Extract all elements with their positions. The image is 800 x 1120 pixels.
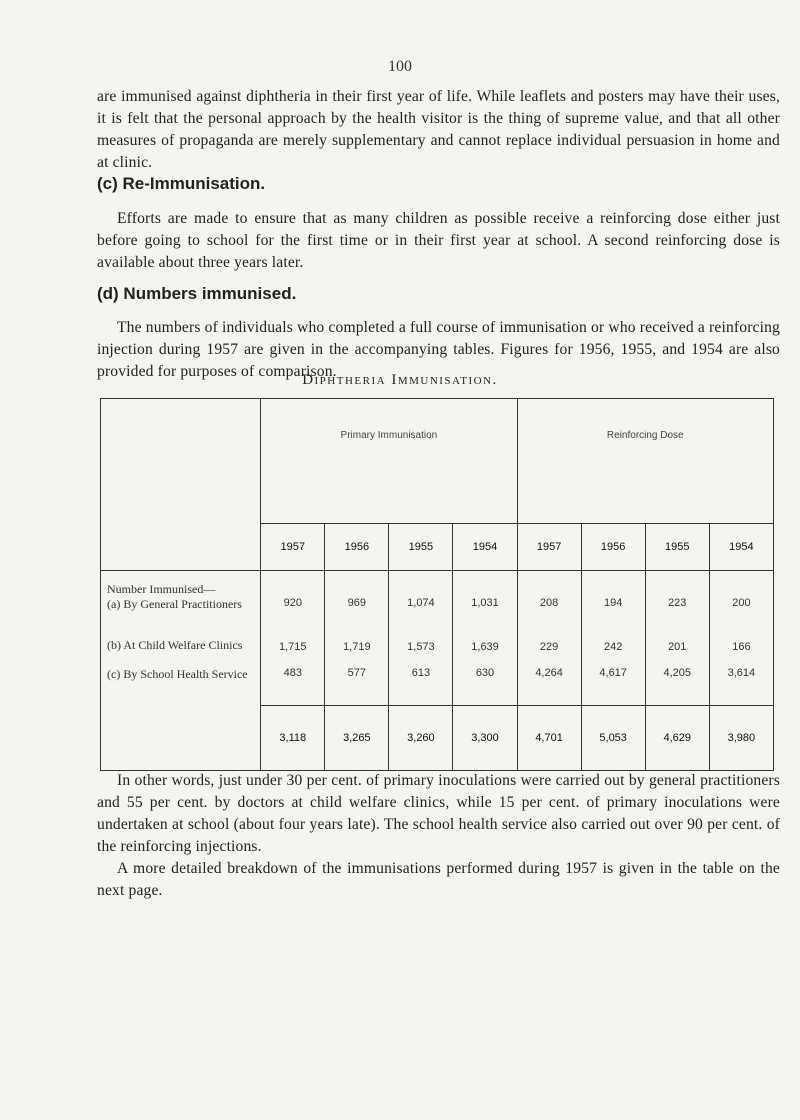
group-header-reinforcing: Reinforcing Dose [606,430,684,441]
total-cell: 3,265 [325,705,389,770]
next-page-note: A more detailed breakdown of the immunisations performed during 1957 is given in the table on the next page. [97,860,780,899]
year-header: 1956 [325,524,389,571]
re-immunisation-paragraph: Efforts are made to ensure that as many children as possible receive a reinforcing dose either just before going to school for the first time or in their first year at school. A second reinforcing dose is available about three years later. [97,210,780,271]
row-label: (a) By General Practitioners [101,597,261,623]
intro-paragraph: are immunised against diphtheria in their first year of life. While leaflets and posters may have their uses, it is felt that the personal approach by the health visitor is the thing of supreme value, and that all other measures of propaganda are merely supplementary and cannot replace individual persuasion in home and at clinic. [97,88,780,171]
table-cell: 1,715 [261,623,325,653]
total-cell: 4,701 [517,705,581,770]
table-cell: 577 [325,653,389,705]
table-cell: 3,614 [709,653,773,705]
total-cell: 3,300 [453,705,517,770]
table-cell: 1,074 [389,597,453,623]
table-row [101,623,774,653]
year-header: 1955 [645,524,709,571]
total-cell: 3,118 [261,705,325,770]
numbers-immunised-paragraph: The numbers of individuals who completed a full course of immunisation or who received a reinforcing injection during 1957 are given in the accompanying tables. Figures for 1956, 1955, and 1954 are also provided for purposes of comparison. [97,319,780,380]
table-cell: 4,264 [517,653,581,705]
year-header: 1954 [709,524,773,571]
table-row [101,597,774,623]
table-cell: 613 [389,653,453,705]
total-cell: 4,629 [645,705,709,770]
table-cell: 969 [325,597,389,623]
table-cell: 4,205 [645,653,709,705]
table-cell: 242 [581,623,645,653]
table-cell: 229 [517,623,581,653]
table-cell: 1,573 [389,623,453,653]
table-cell: 166 [709,623,773,653]
total-cell: 3,980 [709,705,773,770]
totals-row [101,705,774,770]
row-label: (c) By School Health Service [101,653,261,705]
table-cell: 1,719 [325,623,389,653]
year-header: 1955 [389,524,453,571]
table-title: Diphtheria Immunisation. [302,372,498,388]
table-cell: 223 [645,597,709,623]
row-label: (b) At Child Welfare Clinics [101,623,261,653]
table-cell: 4,617 [581,653,645,705]
heading-numbers-immunised: (d) Numbers immunised. [97,284,297,303]
year-header: 1956 [581,524,645,571]
table-cell: 208 [517,597,581,623]
page-number: 100 [388,58,412,75]
year-header: 1954 [453,524,517,571]
table-cell: 920 [261,597,325,623]
table-cell: 194 [581,597,645,623]
table-cell: 630 [453,653,517,705]
table-cell: 200 [709,597,773,623]
table-cell: 201 [645,623,709,653]
table-cell: 483 [261,653,325,705]
group-header-primary: Primary Immunisation [340,430,438,441]
total-cell: 3,260 [389,705,453,770]
year-header: 1957 [517,524,581,571]
table-cell: 1,639 [453,623,517,653]
heading-re-immunisation: (c) Re-Immunisation. [97,174,266,193]
year-header: 1957 [261,524,325,571]
diphtheria-immunisation-table [100,398,774,771]
section-label: Number Immunised— [101,571,261,598]
analysis-paragraph: In other words, just under 30 per cent. of primary inoculations were carried out by general practitioners and 55 per cent. by doctors at child welfare clinics, while 15 per cent. of primary inoculations were undertaken at school (about four years late). The school health service also carried out over 90 per cent. of the reinforcing injections. [97,772,780,855]
table-cell: 1,031 [453,597,517,623]
table-row [101,653,774,705]
total-cell: 5,053 [581,705,645,770]
